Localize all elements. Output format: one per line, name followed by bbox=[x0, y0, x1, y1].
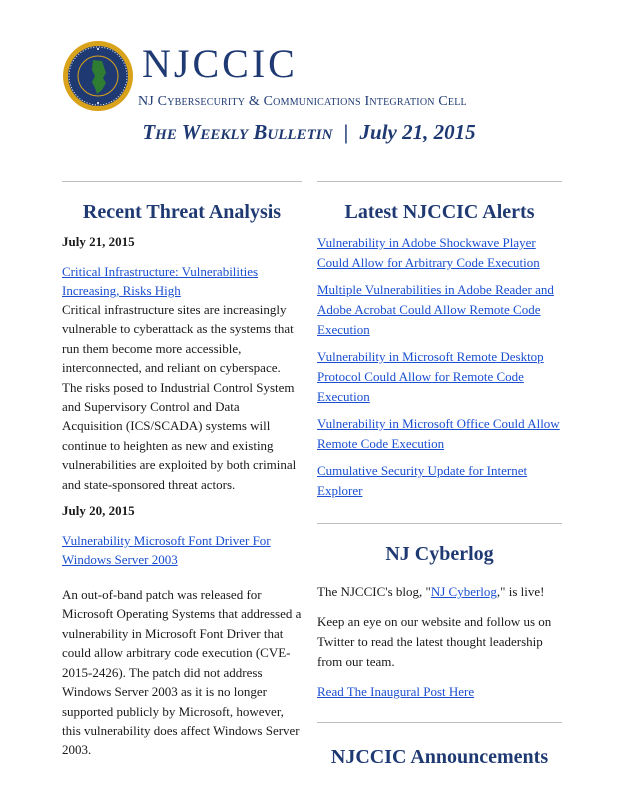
alert-item bbox=[317, 233, 562, 273]
entry-date: July 21, 2015 bbox=[62, 234, 135, 249]
threat-body-critical-infrastructure: Critical infrastructure sites are increasingly vulnerable to cyberattack as the systems that run them become more accessible, interconnected, and reliant on cyberspace. The risks posed to Industrial Control System and Supervisory Control and Data Acquisition (ICS/SCADA) systems will continue to heighten as new and existing vulnerabilities are exploited by both criminal and state-sponsored threat actors. bbox=[62, 302, 297, 492]
divider-cyberlog bbox=[317, 523, 562, 524]
divider-right-top bbox=[317, 181, 562, 182]
cyberlog-intro-after: ," is live! bbox=[496, 584, 545, 599]
alert-link-office[interactable]: Vulnerability in Microsoft Office Could Allow Remote Code Execution bbox=[317, 416, 560, 451]
alert-item bbox=[317, 414, 562, 454]
seal-graphic bbox=[62, 40, 134, 112]
section-heading-alerts: Latest NJCCIC Alerts bbox=[344, 201, 535, 223]
cyberlog-blog-link[interactable]: NJ Cyberlog bbox=[430, 584, 497, 599]
threat-link-critical-infrastructure[interactable]: Critical Infrastructure: Vulnerabilities Increasing, Risks High bbox=[62, 264, 259, 298]
cyberlog-intro bbox=[317, 582, 562, 602]
cyberlog-read-post-link[interactable]: Read The Inaugural Post Here bbox=[317, 684, 475, 699]
section-heading-announcements: NJCCIC Announcements bbox=[330, 746, 549, 768]
announcements-section bbox=[317, 743, 562, 771]
cyberlog-intro-before: The NJCCIC's blog, " bbox=[317, 584, 431, 599]
bulletin-title bbox=[0, 120, 618, 145]
njccic-seal-logo bbox=[62, 40, 134, 112]
org-name: NJCCIC bbox=[142, 41, 298, 86]
section-heading-threat-analysis: Recent Threat Analysis bbox=[82, 201, 282, 223]
section-heading-cyberlog: NJ Cyberlog bbox=[385, 543, 494, 565]
divider-announcements bbox=[317, 722, 562, 723]
alert-link-shockwave[interactable]: Vulnerability in Adobe Shockwave Player Could Allow for Arbitrary Code Execution bbox=[317, 235, 540, 270]
divider-left-top bbox=[62, 181, 302, 182]
threat-link-font-driver[interactable]: Vulnerability Microsoft Font Driver For Windows Server 2003 bbox=[62, 533, 271, 568]
entry-date: July 20, 2015 bbox=[62, 503, 135, 519]
alert-link-remote-desktop[interactable]: Vulnerability in Microsoft Remote Desktop Protocol Could Allow for Remote Code Execution bbox=[317, 349, 544, 404]
recent-threat-analysis-section bbox=[62, 198, 302, 760]
alert-item bbox=[317, 280, 562, 340]
alert-item bbox=[317, 347, 562, 407]
cyberlog-body: Keep an eye on our website and follow us on Twitter to read the latest thought leadership from our team. bbox=[317, 614, 552, 669]
org-full-name: NJ Cybersecurity & Communications Integration Cell bbox=[138, 94, 467, 109]
alert-item bbox=[317, 461, 562, 501]
alert-link-internet-explorer[interactable]: Cumulative Security Update for Internet Explorer bbox=[317, 463, 528, 498]
cyberlog-section bbox=[317, 540, 562, 702]
bulletin-separator: | bbox=[343, 120, 349, 144]
latest-alerts-section bbox=[317, 198, 562, 501]
alert-link-adobe-reader[interactable]: Multiple Vulnerabilities in Adobe Reader and Adobe Acrobat Could Allow Remote Code Execution bbox=[317, 282, 554, 337]
threat-body-font-driver: An out-of-band patch was released for Microsoft Operating Systems that addressed a vulnerability in Microsoft Font Driver that could allow arbitrary code execution (CVE-2015-2426). The patch did not address Windows Server 2003 as it is no longer supported publicly by Microsoft, however, this vulnerability does affect Windows Server 2003. bbox=[62, 587, 302, 758]
bulletin-date: July 21, 2015 bbox=[359, 120, 476, 144]
bulletin-title-text: The Weekly Bulletin bbox=[142, 120, 333, 144]
